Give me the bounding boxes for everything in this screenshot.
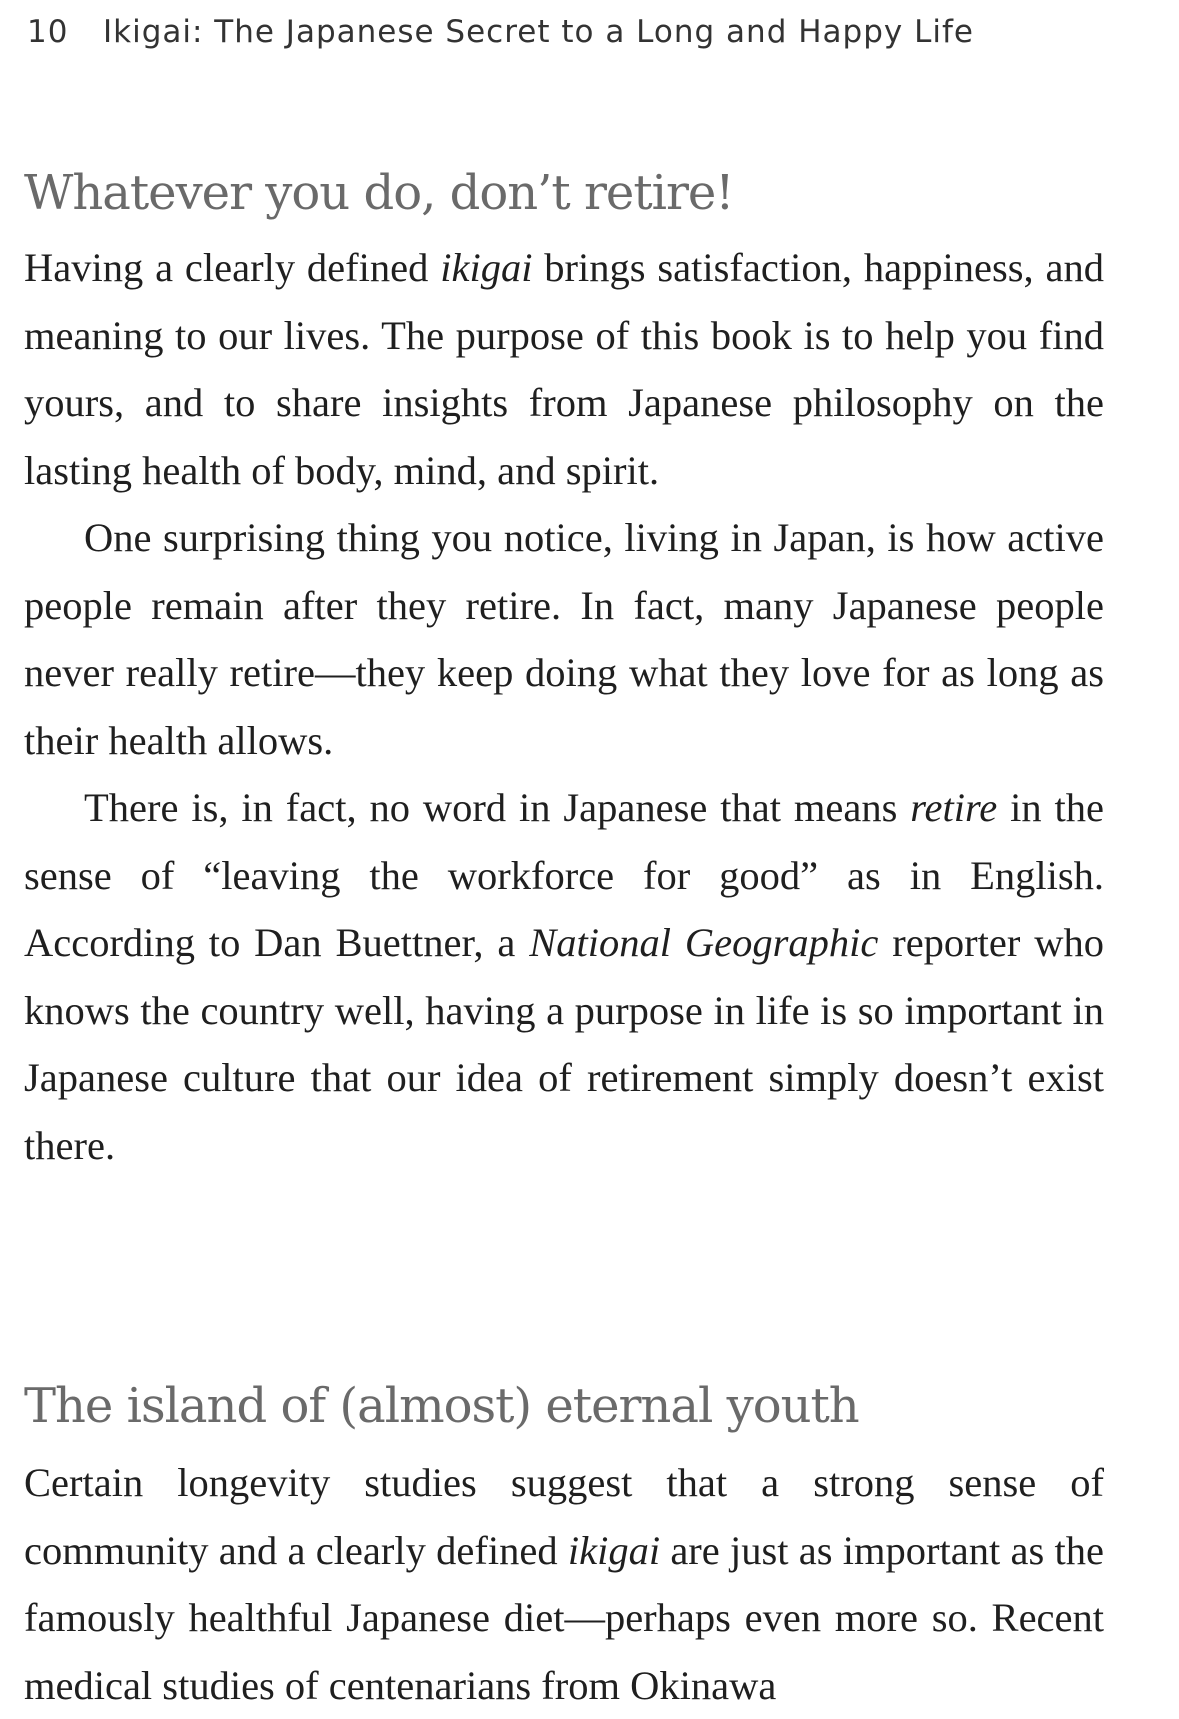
- paragraph-text: brings satisfaction, happiness, and meaning to our lives. The purpose of this book is to help you find yours, and to share insights from Japanese philosophy on the lasting health of body, mind, and spirit.: [24, 245, 1104, 493]
- italic-term: ikigai: [567, 1527, 661, 1573]
- paragraph: One surprising thing you notice, living in Japan, is how active people remain after they retire. In fact, many Japanese people never really retire—they keep doing what they love for as long as their health allows.: [24, 515, 1104, 763]
- section-heading: The island of (almost) eternal youth: [24, 1378, 859, 1434]
- section-body: [24, 234, 1104, 1179]
- paragraph-text: Certain longevity studies suggest that a strong sense of community and a clearly defined: [24, 1460, 1104, 1573]
- page-number: 10: [27, 14, 69, 50]
- italic-term: ikigai: [440, 245, 533, 290]
- italic-title: National Geographic: [529, 920, 879, 965]
- book-title: Ikigai: The Japanese Secret to a Long and Happy Life: [103, 14, 974, 50]
- section-heading: Whatever you do, don’t retire!: [24, 165, 734, 221]
- paragraph-text: There is, in fact, no word in Japanese that means: [84, 785, 911, 830]
- paragraph-text: in the sense of “leaving the workforce for good” as in English. According to Dan Buettner, a: [24, 785, 1104, 965]
- paragraph: [24, 774, 1104, 1179]
- paragraph-text: reporter who knows the country well, having a purpose in life is so important in Japanese culture that our idea of retirement simply doesn’t exist there.: [24, 920, 1104, 1168]
- running-head: [27, 14, 974, 50]
- paragraph: [24, 1449, 1104, 1719]
- paragraph: [24, 234, 1104, 504]
- section-body: [24, 1449, 1104, 1719]
- paragraph-text: are just as important as the famously healthful Japanese diet—perhaps even more so. Recent medical studies of centenarians from Okinawa: [24, 1527, 1104, 1708]
- italic-term: retire: [910, 785, 998, 830]
- paragraph-text: Having a clearly defined: [24, 245, 441, 290]
